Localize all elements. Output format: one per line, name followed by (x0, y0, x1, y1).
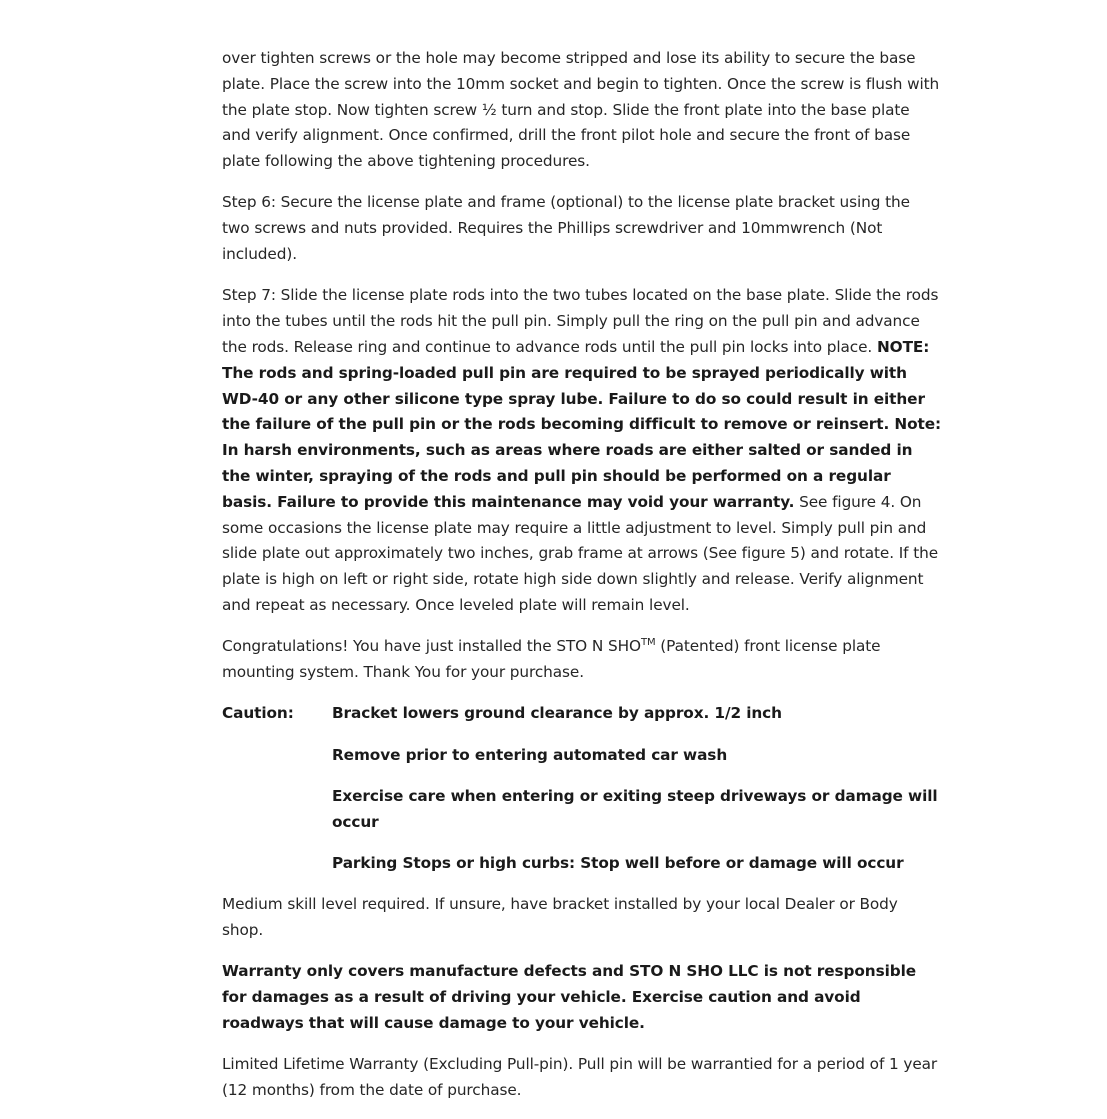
warranty-disclaimer-text: Warranty only covers manufacture defects and STO N SHO LLC is not responsible for damages as a result of driving your vehicle. Exercise caution and avoid roadways that will cause damage to your vehicle. (222, 962, 916, 1032)
step-7-text: Step 7: Slide the license plate rods into the two tubes located on the base plate. Slide the rods into the tubes until the rods hit the pull pin. Simply pull the ring on the pull pin and advance the rods. Release ring and continue to advance rods until the pull pin locks into place. (222, 286, 939, 356)
step-7-text-continued: See figure 4. On some occasions the license plate may require a little adjustment to level. Simply pull pin and slide plate out approximately two inches, grab frame at arrows (See figure 5) and rotate. If the plate is high on left or right side, rotate high side down slightly and release. Verify alignment and repeat as necessary. Once leveled plate will remain level. (222, 492, 939, 614)
caution-label: Caution: (222, 704, 294, 723)
congrats-text-continued: (Patented) front license plate mounting system. Thank You for your purchase. (222, 637, 881, 682)
paragraph-step-6: Step 6: Secure the license plate and frame (optional) to the license plate bracket using the two screws and nuts provided. Requires the Phillips screwdriver and 10mmwrench (Not included). (222, 193, 910, 264)
paragraph-step-7 (222, 283, 942, 618)
caution-item: Remove prior to entering automated car wash (332, 745, 728, 764)
step-7-note: NOTE: The rods and spring-loaded pull pin are required to be sprayed periodically with WD-40 or any other silicone type spray lube. Failure to do so could result in either the failure of the pull pin or the rods becoming difficult to remove or reinsert. Note: In harsh environments, such as areas where roads are either salted or sanded in the winter, spraying of the rods and pull pin should be performed on a regular basis. Failure to provide this maintenance may void your warranty. (222, 337, 942, 511)
paragraph-warranty-disclaimer (222, 959, 942, 1036)
caution-item: Bracket lowers ground clearance by approx. 1/2 inch (332, 704, 782, 723)
trademark-mark: TM (640, 637, 656, 649)
congrats-text: Congratulations! You have just installed the STO N SHO (222, 637, 641, 656)
paragraph-limited-warranty: Limited Lifetime Warranty (Excluding Pull-pin). Pull pin will be warrantied for a period of 1 year (12 months) from the date of purchase. (222, 1055, 938, 1100)
caution-item: Exercise care when entering or exiting steep driveways or damage will occur (332, 786, 938, 831)
document-page (222, 46, 942, 1119)
paragraph-base-plate: over tighten screws or the hole may become stripped and lose its ability to secure the base plate. Place the screw into the 10mm socket and begin to tighten. Once the screw is flush with the plate stop. Now tighten screw ½ turn and stop. Slide the front plate into the base plate and verify alignment. Once confirmed, drill the front pilot hole and secure the front of base plate following the above tightening procedures. (222, 49, 940, 171)
caution-item: Parking Stops or high curbs: Stop well before or damage will occur (332, 854, 904, 873)
caution-row (222, 701, 942, 727)
paragraph-skill-level: Medium skill level required. If unsure, have bracket installed by your local Dealer or Body shop. (222, 895, 898, 940)
paragraph-congratulations (222, 634, 942, 686)
